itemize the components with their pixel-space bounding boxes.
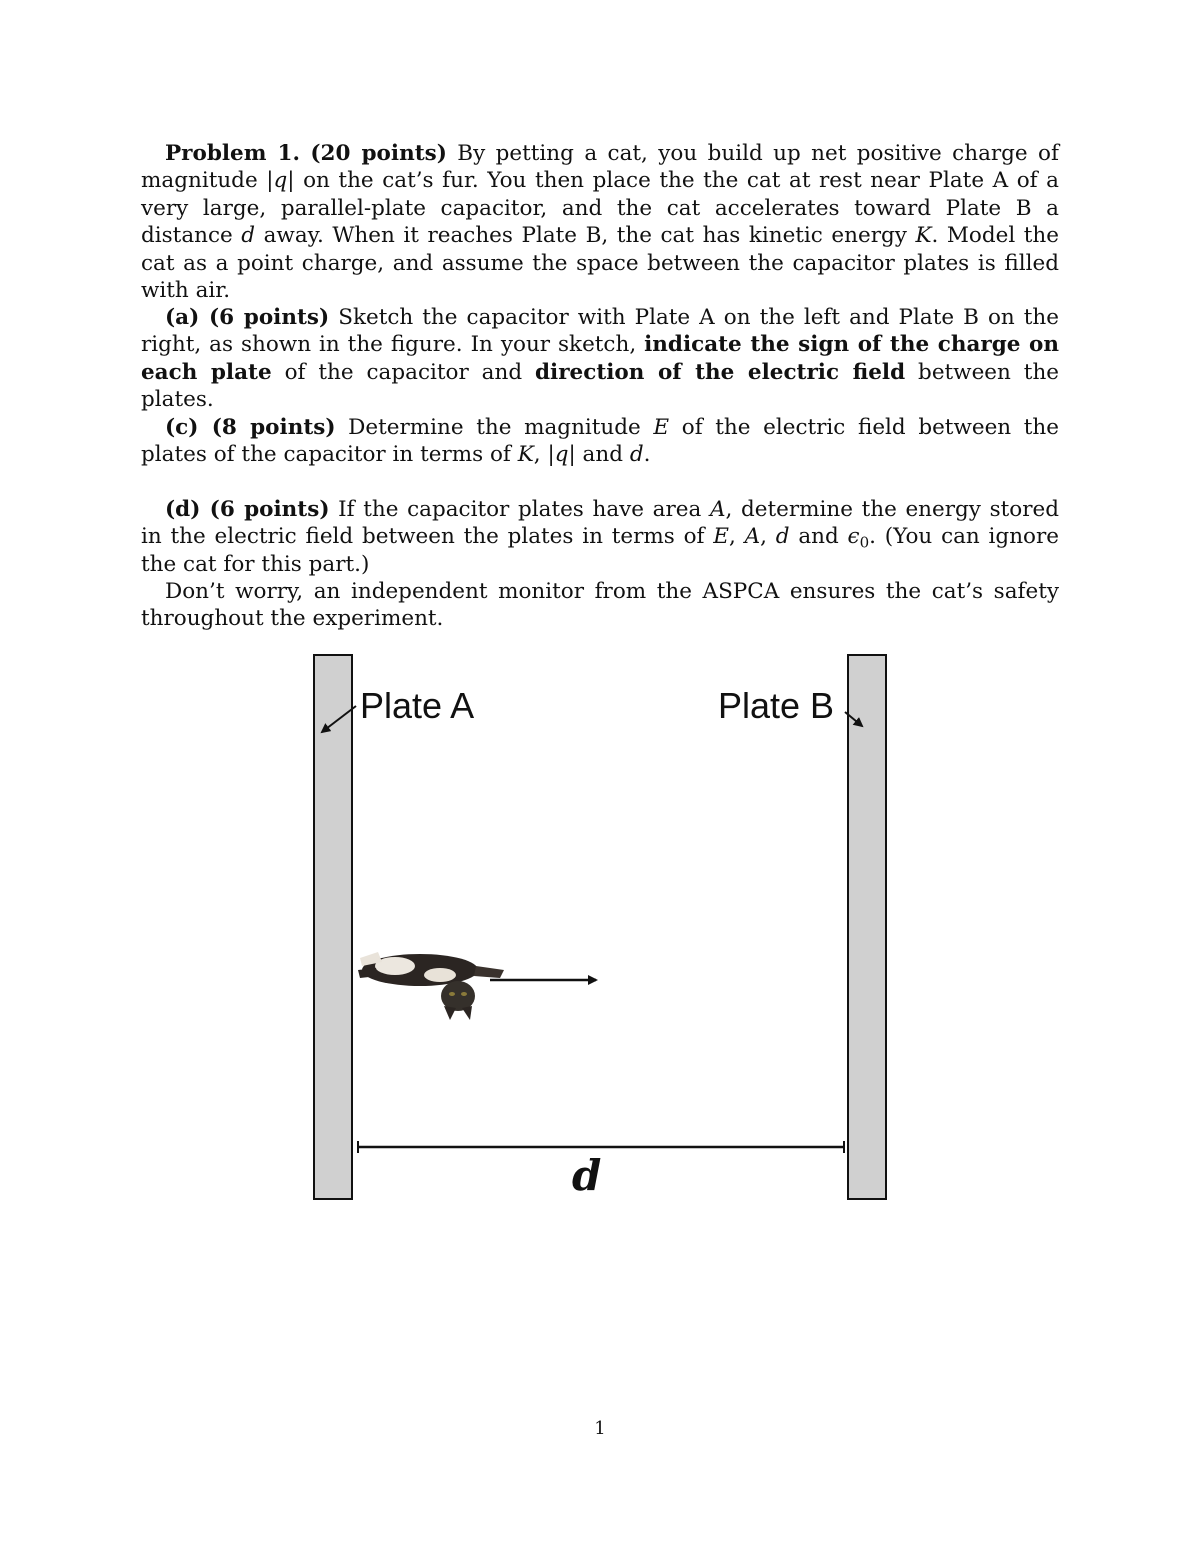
var-e: E — [653, 415, 670, 440]
part-c-text: | and — [568, 442, 630, 468]
plate-b — [848, 655, 886, 1199]
part-a-text: between the plates. — [141, 359, 1060, 413]
var-q: q — [554, 442, 569, 468]
part-a-text: of the capacitor and — [271, 359, 536, 385]
var-k: K — [915, 223, 932, 249]
plate-a-label: Plate A — [360, 685, 475, 726]
var-d: d — [775, 524, 790, 550]
part-a-emphasis: direction of the electric field — [535, 359, 906, 385]
part-d-text: , — [760, 524, 776, 550]
problem-intro-text: By petting a cat, you build up net positive charge of magnitude | — [141, 141, 1059, 194]
problem-intro-text: . Model the cat as a point charge, and assume the space between the capacitor plates is filled with air. — [141, 223, 1059, 304]
part-c-text: of the electric field between the plates of the capacitor in terms of — [141, 415, 1059, 468]
var-epsilon-subscript: 0 — [859, 533, 870, 552]
var-d: d — [629, 442, 644, 468]
part-a-label: (a) (6 points) — [165, 305, 330, 330]
var-q: q — [273, 168, 288, 194]
var-epsilon: ϵ — [847, 524, 860, 550]
part-d-text: If the capacitor plates have area — [329, 497, 710, 522]
cat-image — [358, 952, 504, 1020]
page-number: 1 — [594, 1418, 606, 1439]
part-d-label: (d) (6 points) — [165, 497, 330, 522]
var-k: K — [517, 442, 534, 468]
part-c-label: (c) (8 points) — [165, 415, 336, 440]
var-d: d — [241, 223, 256, 249]
part-d-text: . (You can ignore the cat for this part.) — [141, 524, 1059, 577]
part-d-text: , determine the energy stored in the electric field between the plates in terms of — [141, 497, 1059, 550]
problem-intro-text: away. When it reaches Plate B, the cat has kinetic energy — [255, 223, 916, 249]
part-d-text: and — [789, 524, 848, 550]
var-e: E — [713, 524, 729, 550]
part-a-emphasis: indicate the sign of the charge on each plate — [141, 332, 1060, 385]
part-c-text: , | — [533, 442, 555, 468]
part-c-text: Determine the magnitude — [335, 415, 654, 440]
closing-text: Don’t worry, an independent monitor from the ASPCA ensures the cat’s safety throughout the experiment. — [141, 579, 1059, 632]
problem-heading: Problem 1. — [165, 141, 300, 166]
var-a: A — [744, 524, 761, 550]
problem-points: (20 points) — [310, 141, 447, 166]
problem-intro-text: | on the cat’s fur. You then place the the cat at rest near Plate A of a very large, parallel-plate capacitor, and the cat accelerates toward Plate B a distance — [141, 168, 1059, 249]
plate-a — [314, 655, 352, 1199]
part-a-text: Sketch the capacitor with Plate A on the left and Plate B on the right, as shown in the figure. In your sketch, — [141, 305, 1059, 358]
plate-b-label: Plate B — [718, 685, 835, 726]
part-d-text: , — [728, 524, 745, 550]
part-c-text: . — [643, 442, 651, 468]
distance-label: d — [572, 1151, 602, 1200]
var-a: A — [709, 497, 726, 522]
